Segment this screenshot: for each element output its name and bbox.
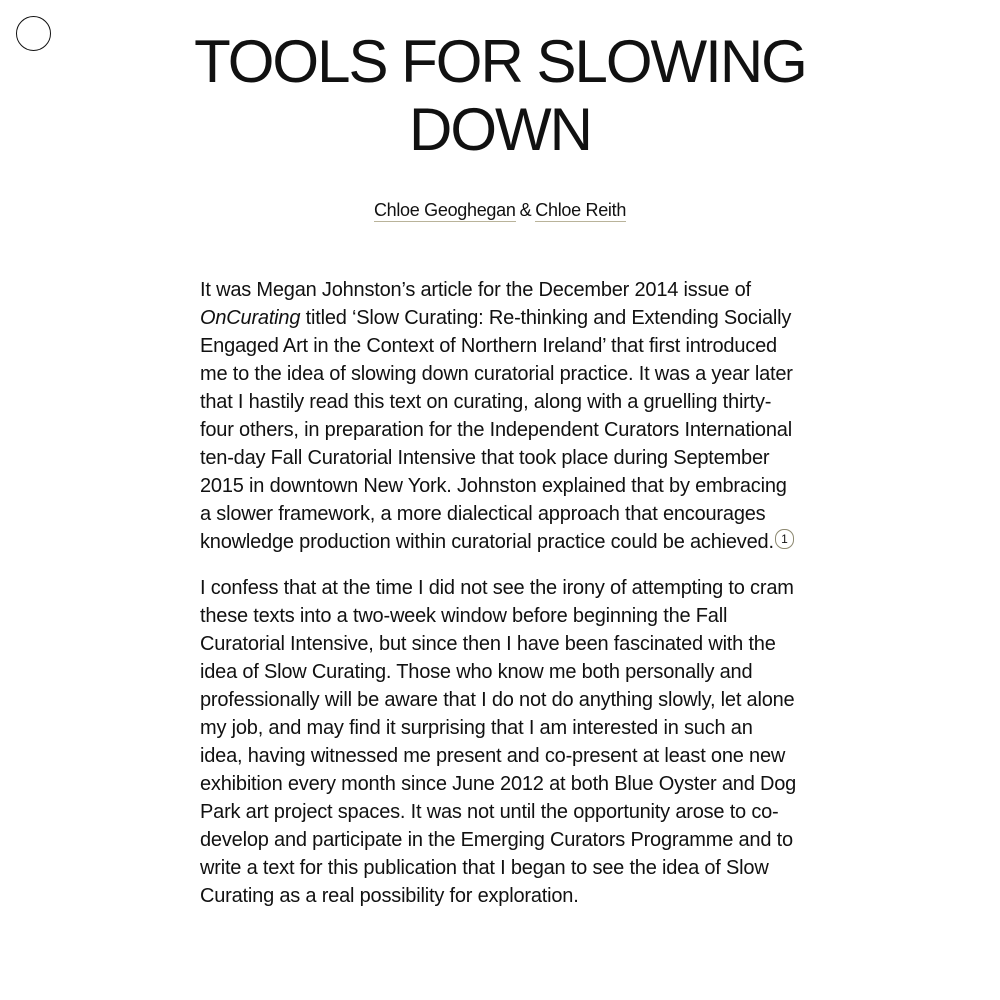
byline bbox=[150, 197, 850, 223]
author-separator: & bbox=[519, 200, 532, 220]
publication-title-italic: OnCurating bbox=[200, 307, 301, 329]
paragraph-1-text-start: It was Megan Johnston’s article for the December 2014 issue of bbox=[200, 279, 751, 301]
author-link-chloe-geoghegan[interactable]: Chloe Geoghegan bbox=[373, 200, 516, 220]
paragraph-2: I confess that at the time I did not see the irony of attempting to cram these texts into a two-week window before beginning the Fall Curatorial Intensive, but since then I have been fascinated with the idea of Slow Curating. Those who know me both personally and professionally will be aware that I do not do anything slowly, let alone my job, and may find it surprising that I am interested in such an idea, having witnessed me present and co-present at least one new exhibition every month since June 2012 at both Blue Oyster and Dog Park art project spaces. It was not until the opportunity arose to co-develop and participate in the Emerging Curators Programme and to write a text for this publication that I began to see the idea of Slow Curating as a real possibility for exploration. bbox=[200, 577, 797, 907]
author-link-chloe-reith[interactable]: Chloe Reith bbox=[535, 200, 627, 220]
paragraph-1 bbox=[200, 276, 800, 556]
footnote-marker-1[interactable]: 1 bbox=[775, 529, 794, 549]
page-title: TOOLS FOR SLOWING DOWN bbox=[194, 28, 806, 163]
paragraph-1-text-end: titled ‘Slow Curating: Re-thinking and Extending Socially Engaged Art in the Context of Northern Ireland’ that first introduced me to the idea of slowing down curatorial practice. It was a year later that I hastily read this text on curating, along with a gruelling thirty-four others, in preparation for the Independent Curators International ten-day Fall Curatorial Intensive that took place during September 2015 in downtown New York. Johnston explained that by embracing a slower framework, a more dialectical approach that encourages knowledge production within curatorial practice could be achieved. bbox=[200, 307, 793, 553]
circle-menu-icon[interactable] bbox=[16, 16, 51, 51]
article-body bbox=[200, 276, 800, 928]
